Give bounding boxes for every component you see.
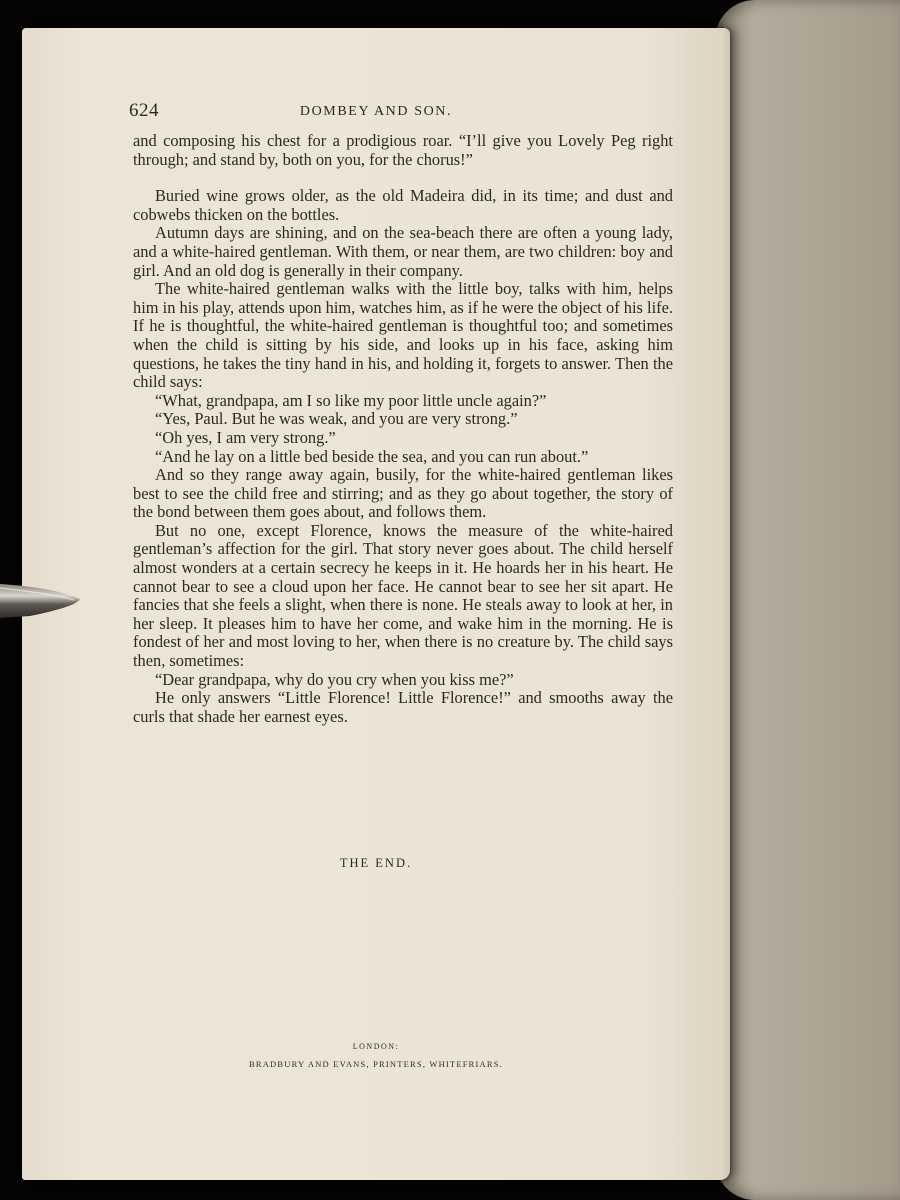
facing-page [715, 0, 900, 1200]
bookmark-tab [0, 578, 82, 624]
paragraph: Autumn days are shining, and on the sea-beach there are often a young lady, and a white-haired gentleman. With them, or near them, are two children: boy and girl. And an old dog is generally in their company. [133, 223, 673, 280]
paragraph: Buried wine grows older, as the old Madeira did, in its time; and dust and cobwebs thicken on the bottles. [133, 186, 673, 224]
dialogue-line: “And he lay on a little bed beside the sea, and you can run about.” [155, 446, 589, 466]
imprint-city: LONDON: [352, 1042, 400, 1051]
section-break [133, 169, 673, 187]
dialogue-line: “What, grandpapa, am I so like my poor little uncle again?” [155, 390, 547, 410]
book-page [22, 28, 730, 1180]
paragraph: But no one, except Florence, knows the measure of the white-haired gentleman’s affection for the girl. That story never goes about. The child herself almost wonders at a certain secrecy he keeps in it. He hoards her in his heart. He cannot bear to see a cloud upon her face. He cannot bear to see her sit apart. He fancies that she feels a slight, when there is none. He steals away to look at her, in her sleep. It pleases him to have her come, and wake him in the morning. He is fondest of her and most loving to her, when there is no creature by. The child says then, sometimes: [133, 520, 673, 671]
body-text [133, 132, 673, 726]
dialogue-line: “Oh yes, I am very strong.” [155, 427, 336, 447]
paragraph: He only answers “Little Florence! Little Florence!” and smooths away the curls that shade her earnest eyes. [133, 688, 673, 726]
dialogue-line: “Dear grandpapa, why do you cry when you kiss me?” [155, 669, 514, 689]
page-number: 624 [129, 100, 159, 121]
paragraph: The white-haired gentleman walks with the little boy, talks with him, helps him in his play, attends upon him, watches him, as if he were the object of his life. If he is thoughtful, the white-haired gentleman is thoughtful too; and sometimes when the child is sitting by his side, and looks up in his face, asking him questions, he takes the tiny hand in his, and holding it, forgets to answer. Then the child says: [133, 279, 673, 392]
dialogue-line: “Yes, Paul. But he was weak, and you are very strong.” [155, 409, 518, 429]
running-head: DOMBEY AND SON. [299, 104, 453, 119]
the-end-heading: THE END. [339, 856, 413, 870]
imprint-printers: BRADBURY AND EVANS, PRINTERS, WHITEFRIARS. [248, 1059, 504, 1069]
paragraph: And so they range away again, busily, for the white-haired gentleman likes best to see the child free and stirring; and as they go about together, the story of the bond between them goes about, and follows them. [133, 465, 673, 522]
paragraph: and composing his chest for a prodigious roar. “I’ll give you Lovely Peg right through; and stand by, both on you, for the chorus!” [133, 131, 673, 169]
